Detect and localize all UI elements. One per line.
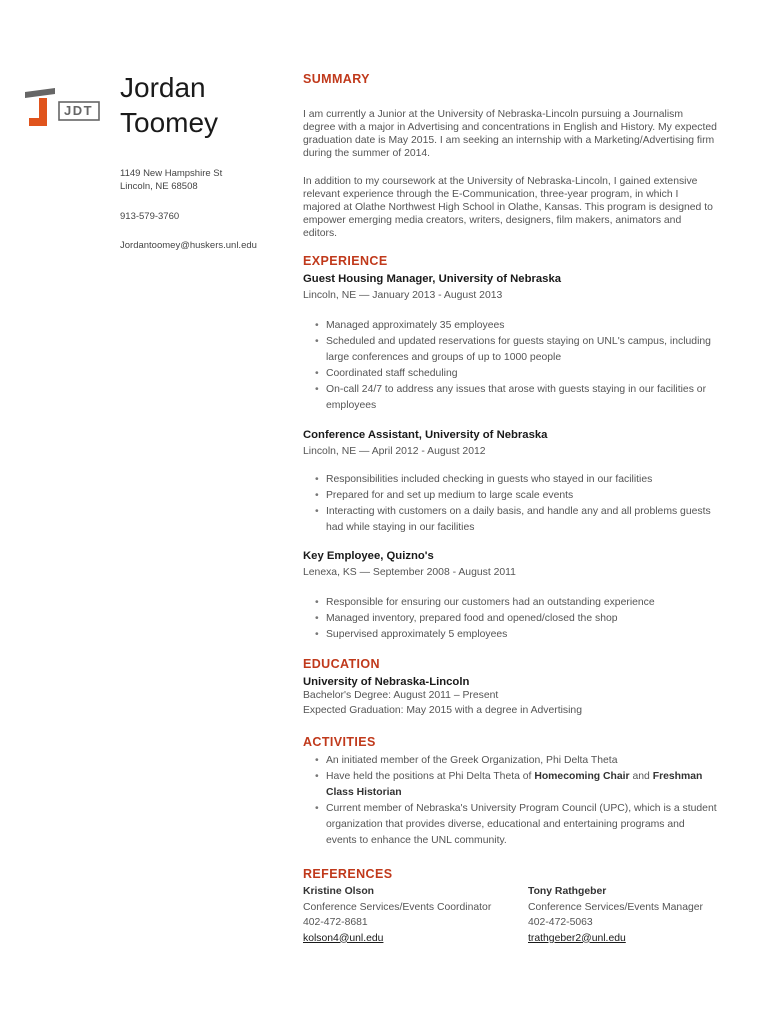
list-item: • An initiated member of the Greek Organization, Phi Delta Theta bbox=[303, 753, 718, 769]
list-item: • Managed approximately 35 employees bbox=[303, 318, 718, 334]
experience-heading: EXPERIENCE bbox=[303, 254, 388, 268]
school-name: University of Nebraska-Lincoln bbox=[303, 676, 470, 688]
city-address: Lincoln, NE 68508 bbox=[120, 181, 198, 192]
activities-list bbox=[303, 753, 718, 849]
job-title: Key Employee, Quizno's bbox=[303, 550, 434, 562]
list-item: • Managed inventory, prepared food and opened/closed the shop bbox=[303, 611, 718, 627]
address-block bbox=[120, 167, 222, 193]
reference-email-link[interactable]: kolson4@unl.edu bbox=[303, 932, 384, 944]
list-item: • Supervised approximately 5 employees bbox=[303, 627, 718, 643]
summary-heading: SUMMARY bbox=[303, 72, 370, 86]
email-address: Jordantoomey@huskers.unl.edu bbox=[120, 240, 257, 251]
activity-text: and bbox=[629, 771, 653, 782]
activities-heading: ACTIVITIES bbox=[303, 735, 376, 749]
list-item: • Prepared for and set up medium to large scale events bbox=[303, 488, 718, 504]
list-item bbox=[303, 769, 718, 801]
summary-paragraph-1: I am currently a Junior at the University of Nebraska-Lincoln pursuing a Journalism degree with a major in Advertising and concentrations in English and History. My expected graduation date is May 2015. I am seeking an internship with a Marketing/Advertising firm during the summer of 2014. bbox=[303, 109, 717, 159]
list-item: • Responsibilities included checking in guests who stayed in our facilities bbox=[303, 472, 718, 488]
summary-paragraph-2: In addition to my coursework at the University of Nebraska-Lincoln, I gained extensive relevant experience through the E-Communication, three-year program, in which I majored at Olathe Northwest High School in Olathe, Kansas. This program is designed to empower emerging media creators, writers, designers, film makers, animators and editors. bbox=[303, 176, 713, 239]
role-homecoming-chair: Homecoming Chair bbox=[534, 771, 630, 782]
activity-text: Have held the positions at Phi Delta Theta of bbox=[326, 771, 535, 782]
jdt-logo bbox=[23, 86, 103, 132]
list-item: • Coordinated staff scheduling bbox=[303, 366, 718, 382]
job-bullets bbox=[303, 472, 718, 536]
logo-text: JDT bbox=[64, 103, 94, 118]
role-freshman-historian: Freshman Class Historian bbox=[326, 771, 703, 798]
job-title: Conference Assistant, University of Nebraska bbox=[303, 429, 548, 441]
job-title: Guest Housing Manager, University of Nebraska bbox=[303, 273, 562, 285]
reference-name: Tony Rathgeber bbox=[528, 886, 607, 897]
last-name: Toomey bbox=[120, 107, 219, 138]
graduation-line: Expected Graduation: May 2015 with a degree in Advertising bbox=[303, 705, 582, 716]
reference-entry bbox=[303, 884, 491, 946]
list-item: • Scheduled and updated reservations for guests staying on UNL's campus, including large conferences and groups of up to 1000 people bbox=[303, 334, 718, 366]
reference-email-link[interactable]: trathgeber2@unl.edu bbox=[528, 932, 626, 944]
candidate-name bbox=[120, 70, 218, 140]
list-item: • Interacting with customers on a daily basis, and handle any and all problems guests had while staying in our facilities bbox=[303, 504, 718, 536]
job-location-dates: Lincoln, NE — January 2013 - August 2013 bbox=[303, 290, 503, 301]
street-address: 1149 New Hampshire St bbox=[120, 168, 223, 179]
reference-phone: 402-472-8681 bbox=[303, 917, 368, 928]
job-location-dates: Lincoln, NE — April 2012 - August 2012 bbox=[303, 446, 486, 457]
education-heading: EDUCATION bbox=[303, 657, 380, 671]
reference-entry bbox=[528, 884, 703, 946]
phone-number: 913-579-3760 bbox=[120, 211, 180, 222]
reference-title: Conference Services/Events Manager bbox=[528, 901, 703, 913]
list-item: • Current member of Nebraska's University Program Council (UPC), which is a student organization that provides diverse, educational and entertaining programs and events to enhance the UNL community. bbox=[303, 801, 718, 849]
list-item: • On-call 24/7 to address any issues that arose with guests staying in our facilities or employees bbox=[303, 382, 718, 414]
job-bullets bbox=[303, 595, 718, 643]
reference-name: Kristine Olson bbox=[303, 886, 375, 897]
reference-title: Conference Services/Events Coordinator bbox=[303, 901, 492, 913]
job-location-dates: Lenexa, KS — September 2008 - August 2011 bbox=[303, 567, 516, 578]
job-bullets bbox=[303, 318, 718, 414]
degree-line: Bachelor's Degree: August 2011 – Present bbox=[303, 690, 499, 701]
references-heading: REFERENCES bbox=[303, 867, 393, 881]
reference-phone: 402-472-5063 bbox=[528, 917, 593, 928]
first-name: Jordan bbox=[120, 72, 206, 103]
list-item: • Responsible for ensuring our customers had an outstanding experience bbox=[303, 595, 718, 611]
